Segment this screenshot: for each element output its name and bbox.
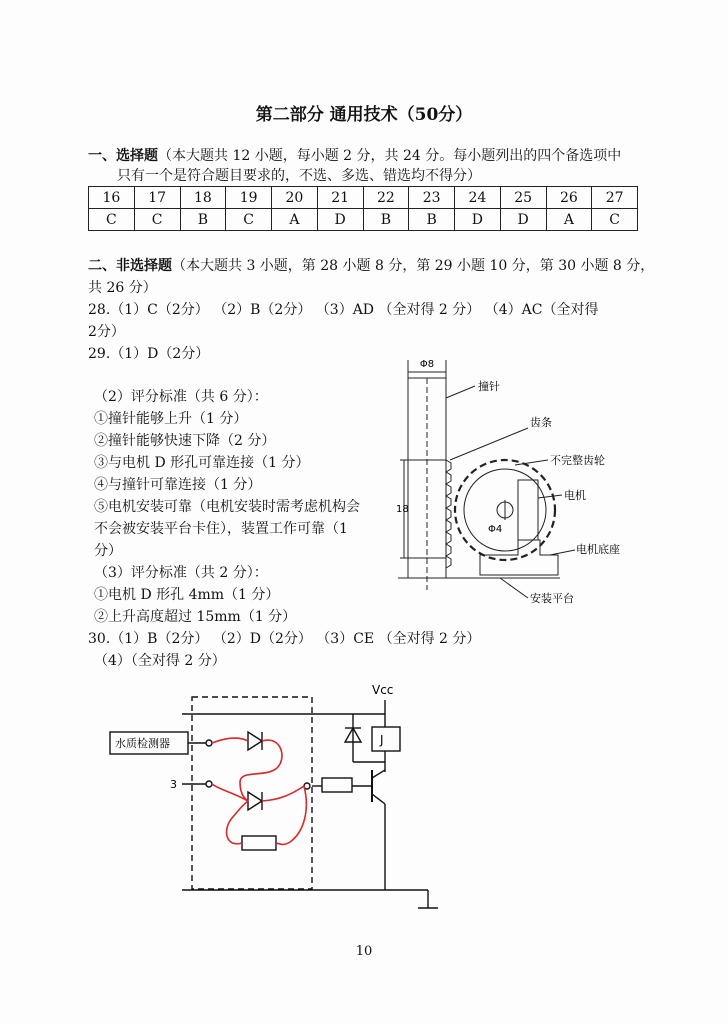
leader-line-pin: [446, 386, 475, 398]
section1-desc2: 只有一个是符合题目要求的，不选、多选、错选均不得分）: [117, 168, 481, 184]
section2-desc1: （本大题共 3 小题，第 28 小题 8 分，第 29 小题 10 分，第 30 小题 8 分，: [172, 258, 655, 274]
transistor-emitter: [372, 794, 385, 804]
base-resistor: [322, 778, 352, 792]
page-title: 第二部分 通用技术（50分）: [255, 105, 473, 125]
leader-line-motor: [538, 495, 562, 498]
transistor-collector: [372, 770, 385, 778]
dim-18-label: 18: [396, 504, 409, 515]
q29-p3-head: （3）评分标准（共 2 分）：: [94, 565, 268, 581]
red-wire: [262, 786, 304, 801]
label-rack: 齿条: [530, 416, 552, 429]
question-number-cell: 18: [180, 187, 226, 209]
answer-cell: C: [592, 209, 638, 231]
question-number-cell: 16: [89, 187, 135, 209]
question-number-cell: 22: [363, 187, 409, 209]
answer-cell: C: [226, 209, 272, 231]
q29-p2-item: ⑤电机安装可靠（电机安装时需考虑机构会: [94, 499, 360, 515]
q28-line2: 2分）: [88, 324, 125, 340]
dim-phi4-label: Φ4: [488, 524, 503, 535]
rack-teeth: [446, 460, 451, 568]
question-number-cell: 23: [409, 187, 455, 209]
label-incomplete-gear: 不完整齿轮: [550, 454, 605, 467]
q29-p2-item: 分）: [94, 543, 122, 559]
leader-line-rack: [450, 428, 528, 460]
section1-heading: 一、选择题: [88, 148, 158, 164]
label-striker-pin: 撞针: [478, 380, 500, 393]
answer-cell: B: [363, 209, 409, 231]
input3-terminal: [206, 781, 212, 787]
leader-line-motor-base: [550, 550, 575, 555]
dim-phi8-label: Φ8: [419, 359, 435, 370]
q29-p2-item: ③与电机 D 形孔可靠连接（1 分）: [94, 455, 310, 471]
red-wire: [227, 801, 248, 844]
diode-lower: [248, 792, 262, 810]
answer-cell: C: [134, 209, 180, 231]
q30-line1: 30.（1）B（2分） （2）D（2分） （3）CE （全对得 2 分）: [88, 631, 481, 647]
question-number-cell: 19: [226, 187, 272, 209]
q28-line1: 28.（1）C（2分） （2）B（2分） （3）AD （全对得 2 分） （4）AC（全对得: [88, 302, 599, 318]
dashed-module-box: [192, 697, 312, 889]
question-number-cell: 17: [134, 187, 180, 209]
section2-heading: 二、非选择题: [88, 258, 172, 274]
q29-p3-item: ①电机 D 形孔 4mm（1 分）: [94, 587, 280, 603]
q29-p2-item: ④与撞针可靠连接（1 分）: [94, 477, 262, 493]
question-number-cell: 25: [500, 187, 546, 209]
label-motor: 电机: [564, 489, 586, 502]
question-number-cell: 24: [455, 187, 501, 209]
label-input-3: 3: [170, 778, 177, 791]
answer-cell: D: [500, 209, 546, 231]
answer-cell: A: [546, 209, 592, 231]
answer-cell: A: [272, 209, 318, 231]
circuit-diagram: [100, 672, 460, 922]
q29-p2-item: ①撞针能够上升（1 分）: [94, 411, 248, 427]
red-wire: [276, 786, 306, 844]
label-relay: J: [380, 733, 384, 747]
answer-cell: B: [180, 209, 226, 231]
section2-line1: [88, 255, 654, 277]
q29-p2-item: ②撞针能够快速下降（2 分）: [94, 433, 276, 449]
label-vcc: Vcc: [372, 683, 394, 697]
question-number-cell: 20: [272, 187, 318, 209]
section2-desc2: 共 26 分）: [88, 280, 157, 296]
question-number-cell: 27: [592, 187, 638, 209]
section1-line1: [88, 145, 621, 167]
question-number-cell: 26: [546, 187, 592, 209]
answer-table: [88, 186, 638, 231]
answer-cell: D: [455, 209, 501, 231]
q30-line2: （4）（全对得 2 分）: [94, 653, 226, 669]
q29-p2-item: 不会被安装平台卡住），装置工作可靠（1: [94, 521, 348, 537]
q29-p1: 29.（1）D（2分）: [88, 346, 210, 362]
answer-cell: B: [409, 209, 455, 231]
inner-resistor: [242, 836, 276, 850]
answer-cell: D: [317, 209, 363, 231]
answer-table-answer-row: [89, 209, 638, 231]
sensor-terminal: [206, 740, 212, 746]
red-wire: [240, 740, 282, 801]
red-wire: [212, 784, 248, 801]
answer-cell: C: [89, 209, 135, 231]
answer-table-number-row: [89, 187, 638, 209]
leader-line-platform: [500, 578, 528, 598]
q29-p2-head: （2）评分标准（共 6 分）：: [94, 389, 268, 405]
motor: [518, 480, 538, 540]
mechanism-diagram: [390, 350, 650, 610]
relay-coil: [372, 727, 400, 751]
q29-p3-item: ②上升高度超过 15mm（1 分）: [94, 609, 297, 625]
question-number-cell: 21: [317, 187, 363, 209]
page-number: 10: [355, 944, 373, 959]
label-water-sensor: 水质检测器: [115, 737, 170, 750]
section1-desc1: （本大题共 12 小题，每小题 2 分，共 24 分。每小题列出的四个备选项中: [158, 148, 622, 164]
diode-upper: [248, 732, 262, 750]
label-motor-base: 电机底座: [576, 543, 620, 556]
red-wire: [212, 738, 248, 743]
label-mounting-platform: 安装平台: [530, 592, 574, 605]
leader-line-gear: [515, 460, 548, 465]
